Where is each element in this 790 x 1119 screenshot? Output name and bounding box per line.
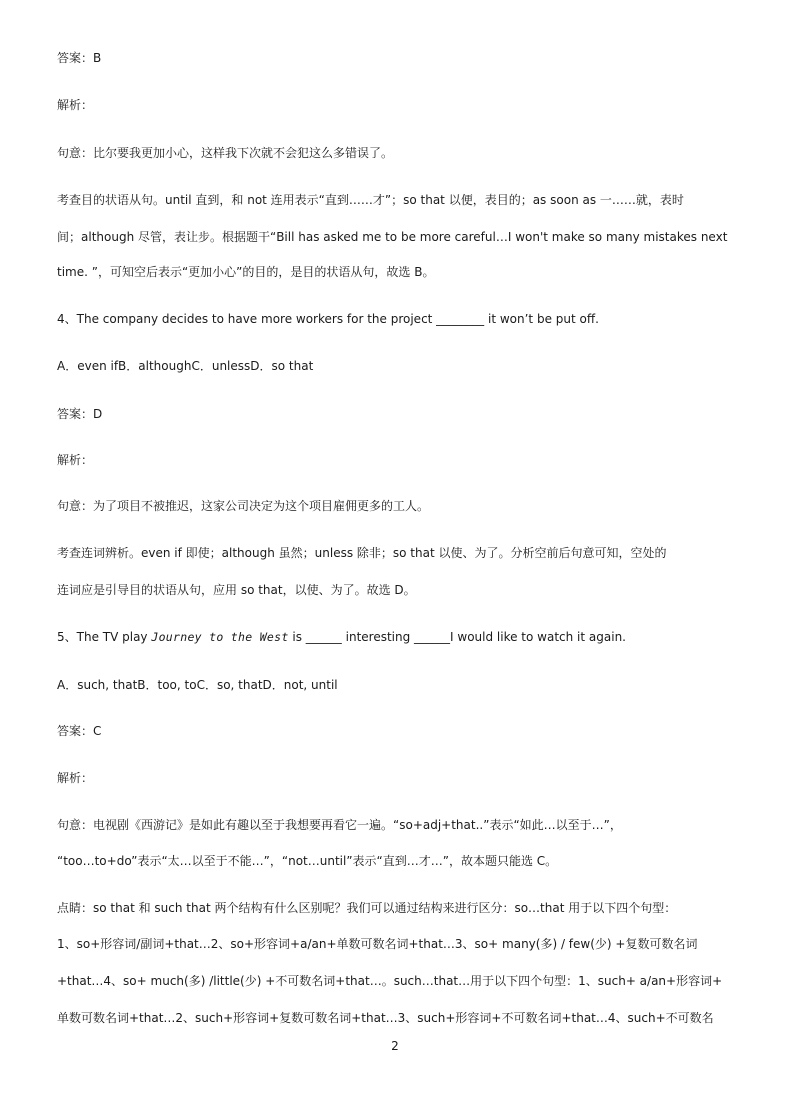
q5-answer: 答案：C [57, 724, 102, 738]
q5-analysis-label: 解析： [57, 771, 94, 785]
q3-answer: 答案：B [57, 51, 102, 65]
q5-question-pre: 5、The TV play [57, 630, 152, 644]
q4-question: 4、The company decides to have more workers for the project ________ it won’t be put off. [57, 312, 599, 326]
q5-meaning-line-1: 句意：电视剧《西游记》是如此有趣以至于我想要再看它一遍。“so+adj+that..”表示“如此…以至于…”， [57, 818, 622, 832]
q3-explain-line-1: 考查目的状语从句。until 直到，和 not 连用表示“直到……才”；so that 以便，表目的；as soon as 一……就，表时 [57, 193, 684, 207]
q3-explain-line-2: 间；although 尽管，表让步。根据题干“Bill has asked me to be more careful…I won't make so many mistakes next [57, 230, 728, 244]
q4-analysis-label: 解析： [57, 453, 94, 467]
q5-options: A．such, thatB．too, toC．so, thatD．not, until [57, 678, 338, 692]
q5-tip-line-4: 单数可数名词+that…2、such+形容词+复数可数名词+that…3、such+形容词+不可数名词+that…4、such+不可数名 [57, 1011, 714, 1025]
q3-explain-line-3: time. ”，可知空后表示“更加小心”的目的，是目的状语从句，故选 B。 [57, 265, 435, 279]
q5-question-post: is ______ interesting ______I would like to watch it again. [288, 630, 626, 644]
q5-meaning-line-2: “too…to+do”表示“太…以至于不能…”，“not…until”表示“直到…才…”，故本题只能选 C。 [57, 854, 558, 868]
q5-tip-line-2: 1、so+形容词/副词+that…2、so+形容词+a/an+单数可数名词+that…3、so+ many(多) / few(少) +复数可数名词 [57, 937, 698, 951]
q5-tip-line-3: +that…4、so+ much(多) /little(少) +不可数名词+that…。such…that…用于以下四个句型：1、such+ a/an+形容词+ [57, 974, 723, 988]
q4-explain-line-1: 考查连词辨析。even if 即使；although 虽然；unless 除非；so that 以使、为了。分析空前后句意可知，空处的 [57, 546, 667, 560]
q4-answer: 答案：D [57, 407, 103, 421]
q3-analysis-label: 解析： [57, 98, 94, 112]
q5-question [57, 629, 626, 645]
q3-meaning: 句意：比尔要我更加小心，这样我下次就不会犯这么多错误了。 [57, 146, 394, 160]
q4-options: A．even ifB．althoughC．unlessD．so that [57, 359, 314, 373]
q4-explain-line-2: 连词应是引导目的状语从句，应用 so that，以使、为了。故选 D。 [57, 583, 416, 597]
q5-tip-line-1: 点睛：so that 和 such that 两个结构有什么区别呢？我们可以通过结构来进行区分：so…that 用于以下四个句型： [57, 901, 677, 915]
q4-meaning: 句意：为了项目不被推迟，这家公司决定为这个项目雇佣更多的工人。 [57, 499, 430, 513]
page-number: 2 [391, 1039, 399, 1053]
q5-question-title: Journey to the West [151, 630, 289, 644]
